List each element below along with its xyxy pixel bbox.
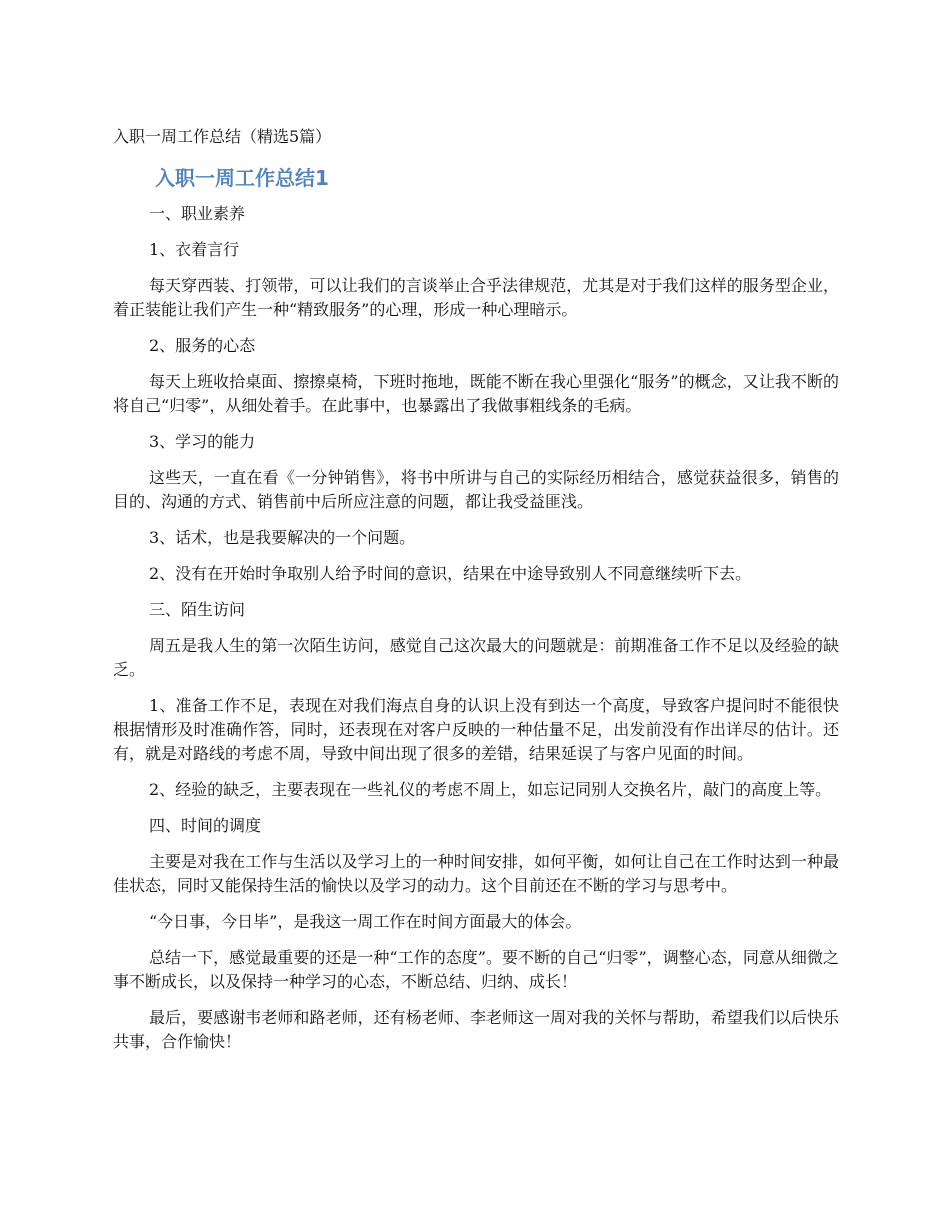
paragraph: 1、准备工作不足，表现在对我们海点自身的认识上没有到达一个高度，导致客户提问时不能很快根据情形及时准确作答，同时，还表现在对客户反映的一种估量不足，出发前没有作出详尽的估计。还有，就是对路线的考虑不周，导致中间出现了很多的差错，结果延误了与客户见面的时间。 [113,696,839,763]
section-heading: 入职一周工作总结1 [155,166,329,190]
document-body [113,202,839,1066]
paragraph: 三、陌生访问 [149,600,246,619]
paragraph: 四、时间的调度 [149,816,262,835]
paragraph: 每天上班收拾桌面、擦擦桌椅，下班时拖地，既能不断在我心里强化“服务”的概念，又让我不断的将自己“归零”，从细处着手。在此事中，也暴露出了我做事粗线条的毛病。 [113,372,839,415]
paragraph: 2、经验的缺乏，主要表现在一些礼仪的考虑不周上，如忘记同别人交换名片，敲门的高度上等。 [149,780,832,799]
paragraph: 1、衣着言行 [149,240,240,259]
paragraph: 总结一下，感觉最重要的还是一种“工作的态度”。要不断的自己“归零”，调整心态，同意从细微之事不断成长，以及保持一种学习的心态，不断总结、归纳、成长！ [113,948,839,991]
paragraph: “今日事，今日毕”，是我这一周工作在时间方面最大的体会。 [149,912,582,931]
paragraph: 3、学习的能力 [149,432,256,451]
paragraph: 2、没有在开始时争取别人给予时间的意识，结果在中途导致别人不同意继续听下去。 [149,564,752,583]
paragraph: 一、职业素养 [149,204,246,223]
paragraph: 3、话术，也是我要解决的一个问题。 [149,528,416,547]
paragraph: 最后，要感谢韦老师和路老师，还有杨老师、李老师这一周对我的关怀与帮助，希望我们以后快乐共事，合作愉快！ [113,1008,839,1051]
paragraph: 这些天，一直在看《一分钟销售》，将书中所讲与自己的实际经历相结合，感觉获益很多，销售的目的、沟通的方式、销售前中后所应注意的问题，都让我受益匪浅。 [113,468,839,511]
paragraph: 主要是对我在工作与生活以及学习上的一种时间安排，如何平衡，如何让自己在工作时达到一种最佳状态，同时又能保持生活的愉快以及学习的动力。这个目前还在不断的学习与思考中。 [113,852,839,895]
document-title: 入职一周工作总结（精选5篇） [113,127,332,146]
paragraph: 每天穿西装、打领带，可以让我们的言谈举止合乎法律规范，尤其是对于我们这样的服务型企业，着正装能让我们产生一种“精致服务”的心理，形成一种心理暗示。 [113,276,839,319]
paragraph: 2、服务的心态 [149,336,256,355]
paragraph: 周五是我人生的第一次陌生访问，感觉自己这次最大的问题就是：前期准备工作不足以及经验的缺乏。 [113,636,839,679]
